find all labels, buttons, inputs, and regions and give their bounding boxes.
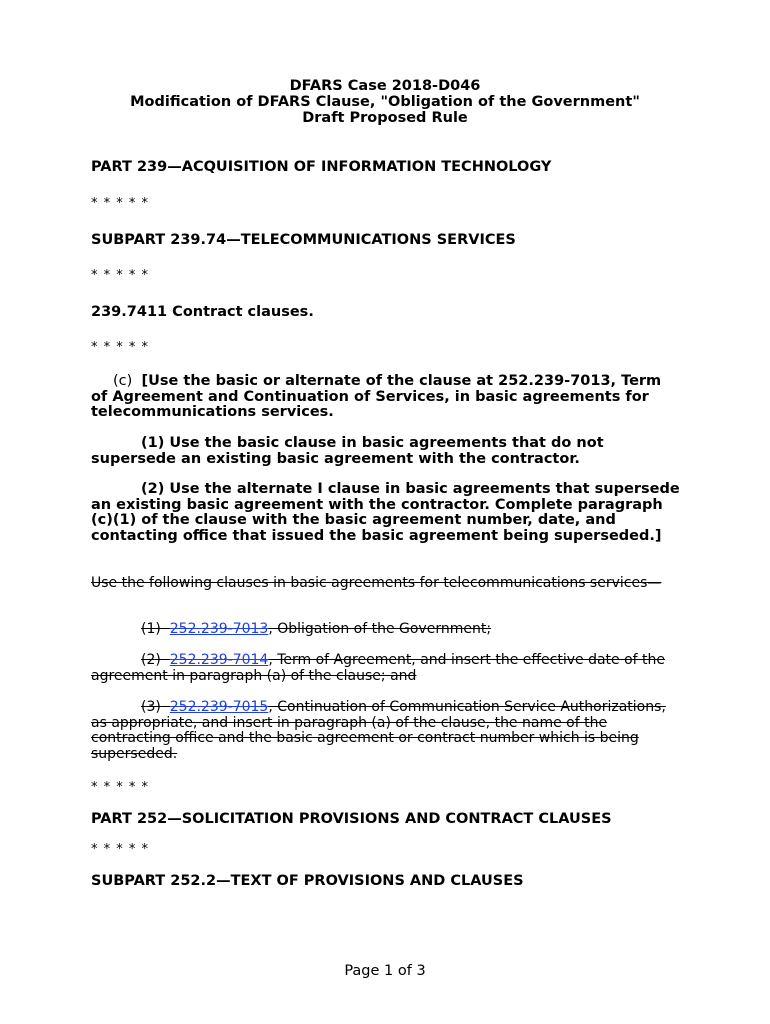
part-252-heading: PART 252—SOLICITATION PROVISIONS AND CONTRACT CLAUSES: [91, 811, 612, 827]
section-heading: 239.7411 Contract clauses.: [91, 304, 314, 320]
paragraph-c-label: (c): [113, 373, 133, 389]
item-number: (1): [141, 621, 161, 637]
item-text: , Continuation of Communication Service Authorizations, as appropriate, and insert in paragraph (a) of the clause, the name of the contracting office and the basic agreement or contract number which is being superseded.: [91, 699, 666, 762]
page-number: Page 1 of 3: [344, 963, 426, 979]
item-text: , Term of Agreement, and insert the effective date of the agreement in paragraph (a) of the clause; and: [91, 652, 666, 684]
document-title: Modification of DFARS Clause, "Obligation of the Government": [130, 94, 640, 110]
ellipsis-stars: * * * * *: [91, 196, 150, 211]
paragraph-c1: [91, 436, 681, 467]
clause-link-252-239-7015[interactable]: 252.239-7015: [169, 699, 269, 715]
deleted-item-3: [91, 700, 681, 762]
clause-link-252-239-7013[interactable]: 252.239-7013: [169, 621, 269, 637]
subpart-252-2-heading: SUBPART 252.2—TEXT OF PROVISIONS AND CLAUSES: [91, 873, 524, 889]
paragraph-c2: [91, 482, 681, 544]
item-number: (2): [141, 652, 161, 668]
ellipsis-stars: * * * * *: [91, 780, 150, 795]
case-number: DFARS Case 2018-D046: [289, 78, 481, 94]
item-number: (3): [141, 699, 161, 715]
subpart-239-74-heading: SUBPART 239.74—TELECOMMUNICATIONS SERVICES: [91, 232, 516, 248]
ellipsis-stars: * * * * *: [91, 268, 150, 283]
deleted-item-1: [91, 622, 681, 638]
deleted-item-2: [91, 653, 681, 684]
clause-link-252-239-7014[interactable]: 252.239-7014: [169, 652, 269, 668]
paragraph-c: [91, 374, 681, 421]
paragraph-c1-text: (1) Use the basic clause in basic agreements that do not supersede an existing basic agreement with the contractor.: [91, 435, 604, 467]
part-239-heading: PART 239—ACQUISITION OF INFORMATION TECHNOLOGY: [91, 159, 552, 175]
document-subtitle: Draft Proposed Rule: [302, 110, 468, 126]
item-text: , Obligation of the Government;: [268, 621, 492, 637]
ellipsis-stars: * * * * *: [91, 842, 150, 857]
paragraph-c2-text: (2) Use the alternate I clause in basic agreements that supersede an existing basic agreement with the contractor. Complete paragraph (c)(1) of the clause with the basic agreement number, date, and contacting office that issued the basic agreement being superseded.]: [91, 481, 680, 544]
deleted-intro: Use the following clauses in basic agreements for telecommunications services—: [91, 575, 662, 591]
ellipsis-stars: * * * * *: [91, 340, 150, 355]
paragraph-c-text: [Use the basic or alternate of the clause at 252.239-7013, Term of Agreement and Continuation of Services, in basic agreements for telecommunications services.: [91, 373, 662, 420]
